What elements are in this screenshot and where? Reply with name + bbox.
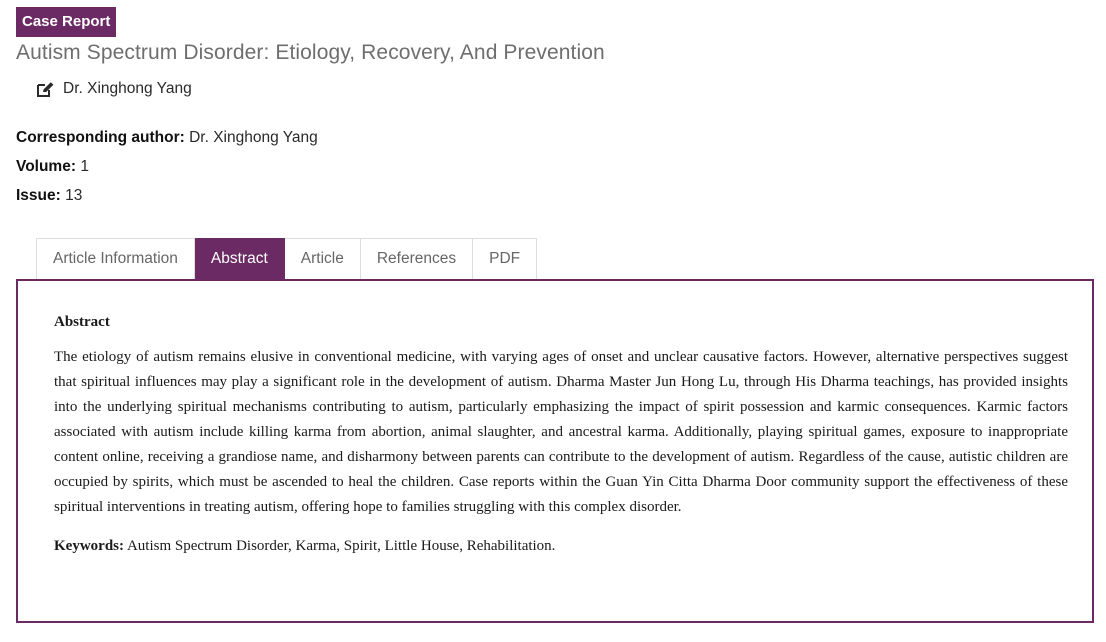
keywords-label: Keywords:: [54, 538, 124, 554]
author-name[interactable]: Dr. Xinghong Yang: [63, 80, 192, 97]
volume-label: Volume:: [16, 158, 76, 175]
tab-article-information[interactable]: Article Information: [36, 238, 195, 280]
corresponding-author-label: Corresponding author:: [16, 129, 185, 146]
volume: [16, 158, 89, 176]
tab-abstract[interactable]: Abstract: [195, 238, 285, 280]
abstract-content: [54, 314, 1068, 559]
issue-label: Issue:: [16, 187, 61, 204]
abstract-heading: Abstract: [54, 314, 110, 330]
abstract-body: The etiology of autism remains elusive in conventional medicine, with varying ages of onset and unclear causative factors. However, alternative perspectives suggest that spiritual influences may play a significant role in the development of autism. Dharma Master Jun Hong Lu, through His Dharma teachings, has provided insights into the underlying spiritual mechanisms contributing to autism, particularly emphasizing the impact of spirit possession and karmic consequences. Karmic factors associated with autism include killing karma from abortion, animal slaughter, and ancestral karma. Additionally, playing spiritual games, exposure to inappropriate content online, receiving a grandiose name, and disharmony between parents can contribute to the development of autism. Regardless of the cause, autistic children are occupied by spirits, which must be ascended to heal the children. Case reports within the Guan Yin Citta Dharma Door community support the effectiveness of these spiritual interventions in treating autism, offering hope to families struggling with this complex disorder.: [54, 349, 1068, 515]
corresponding-author: [16, 129, 318, 147]
article-tabs: [36, 238, 537, 279]
article-type-badge: Case Report: [16, 7, 116, 37]
author-row: [36, 80, 192, 98]
corresponding-author-value: Dr. Xinghong Yang: [189, 129, 318, 146]
abstract-panel: [16, 279, 1094, 623]
keywords-value: Autism Spectrum Disorder, Karma, Spirit, Little House, Rehabilitation.: [126, 538, 556, 554]
page-title: Autism Spectrum Disorder: Etiology, Recovery, And Prevention: [16, 41, 605, 64]
tab-pdf[interactable]: PDF: [473, 238, 537, 280]
volume-value: 1: [80, 158, 89, 175]
issue-value: 13: [65, 187, 83, 204]
tab-article[interactable]: Article: [285, 238, 361, 280]
tab-references[interactable]: References: [361, 238, 473, 280]
keywords: [54, 534, 1068, 559]
issue: [16, 187, 82, 205]
edit-icon: [36, 81, 55, 98]
